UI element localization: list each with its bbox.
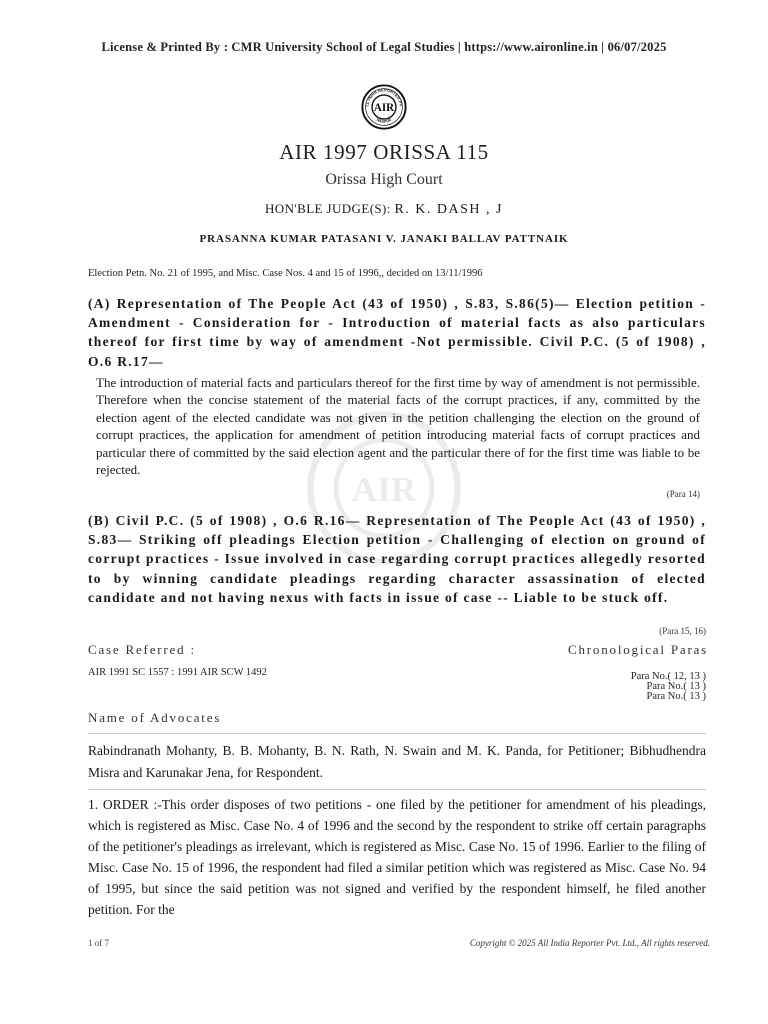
judge-name: R. K. DASH , J [394, 202, 503, 217]
para-ref-b: (Para 15, 16) [659, 626, 706, 636]
divider [88, 789, 706, 790]
page-number: 1 of 7 [88, 938, 109, 948]
license-line: License & Printed By : CMR University School of Legal Studies | https://www.aironline.in | 06/07/2025 [101, 40, 667, 54]
chronological-paras-label: Chronological Paras [568, 642, 708, 657]
advocates-text: Rabindranath Mohanty, B. B. Mohanty, B. N. Rath, N. Swain and M. K. Panda, for Petitioner; Bibhudhendra Misra and Karunakar Jena, for Respondent. [88, 743, 706, 780]
court-name: Orissa High Court [325, 171, 443, 188]
case-referred-label: Case Referred : [88, 642, 196, 657]
judge-line [0, 201, 768, 218]
copyright-notice: Copyright © 2025 All India Reporter Pvt. Ltd., All rights reserved. [469, 938, 710, 948]
headnote-b: (B) Civil P.C. (5 of 1908) , O.6 R.16— Representation of The People Act (43 of 1950) , S.83— Striking off pleadings Election petition - Challenging of election on ground of corrupt practices - Issue involved in case regarding corrupt practices allegedly resorted to by winning candidate pleadings regarding character assassination of elected candidate and not having nexus with facts in issue of case -- Liable to be stuck off. [88, 513, 706, 605]
case-parties: PRASANNA KUMAR PATASANI V. JANAKI BALLAV PATTNAIK [199, 233, 569, 245]
headnote-a-summary: The introduction of material facts and particulars thereof for the first time by way of amendment is not permissible. Therefore when the concise statement of the material facts of the corrupt practices, if any, committed by the election agent of the elected candidate was not given in the petition challenging the election on the ground of corrupt practices, the application for amendment of petition introducing material facts of corrupt practices and particular there of committed by the said election agent and the particular there of for the first time was liable to be rejected. [96, 375, 700, 478]
logo-center-text: AIR [373, 102, 395, 115]
logo-ring-top: LL INDIA REPORTER PV [364, 87, 404, 107]
case-meta: Election Petn. No. 21 of 1995, and Misc. Case Nos. 4 and 15 of 1996,, decided on 13/11/1996 [88, 268, 483, 279]
para-numbers [631, 672, 706, 702]
judge-prefix: HON'BLE JUDGE(S): [265, 201, 391, 216]
para-number-item: Para No.( 12, 13 ) [630, 671, 706, 682]
svg-text:AIR: AIR [351, 469, 417, 509]
air-seal-icon [361, 84, 407, 130]
advocates-label: Name of Advocates [88, 710, 222, 725]
headnote-a: (A) Representation of The People Act (43 of 1950) , S.83, S.86(5)— Election petition - Amendment - Consideration for - Introduction of material facts as also particulars thereof for first time by way of amendment -Not permissible. Civil P.C. (5 of 1908) , O.6 R.17— [88, 296, 706, 369]
para-ref-a: (Para 14) [666, 489, 700, 499]
divider [88, 733, 706, 734]
order-text: 1. ORDER :-This order disposes of two petitions - one filed by the petitioner for amendment of his pleadings, which is registered as Misc. Case No. 4 of 1996 and the second by the respondent to strike off certain paragraphs of the petitioner's pleadings as irrelevant, which is registered as Misc. Case No. 15 of 1996. Earlier to the filing of Misc. Case No. 15 of 1996, the respondent had filed a similar petition which was registered as Misc. Case No. 94 of 1995, but since the said petition was not signed and verified by the respondent himself, he filed another petition. For the [88, 797, 706, 917]
logo-ring-bottom: NAGPUR [375, 117, 393, 124]
citation-title: AIR 1997 ORISSA 115 [279, 140, 489, 164]
para-number-item: Para No.( 13 ) [646, 691, 706, 702]
para-number-item: Para No.( 13 ) [646, 681, 706, 692]
case-referred-citation: AIR 1991 SC 1557 : 1991 AIR SCW 1492 [88, 667, 267, 678]
